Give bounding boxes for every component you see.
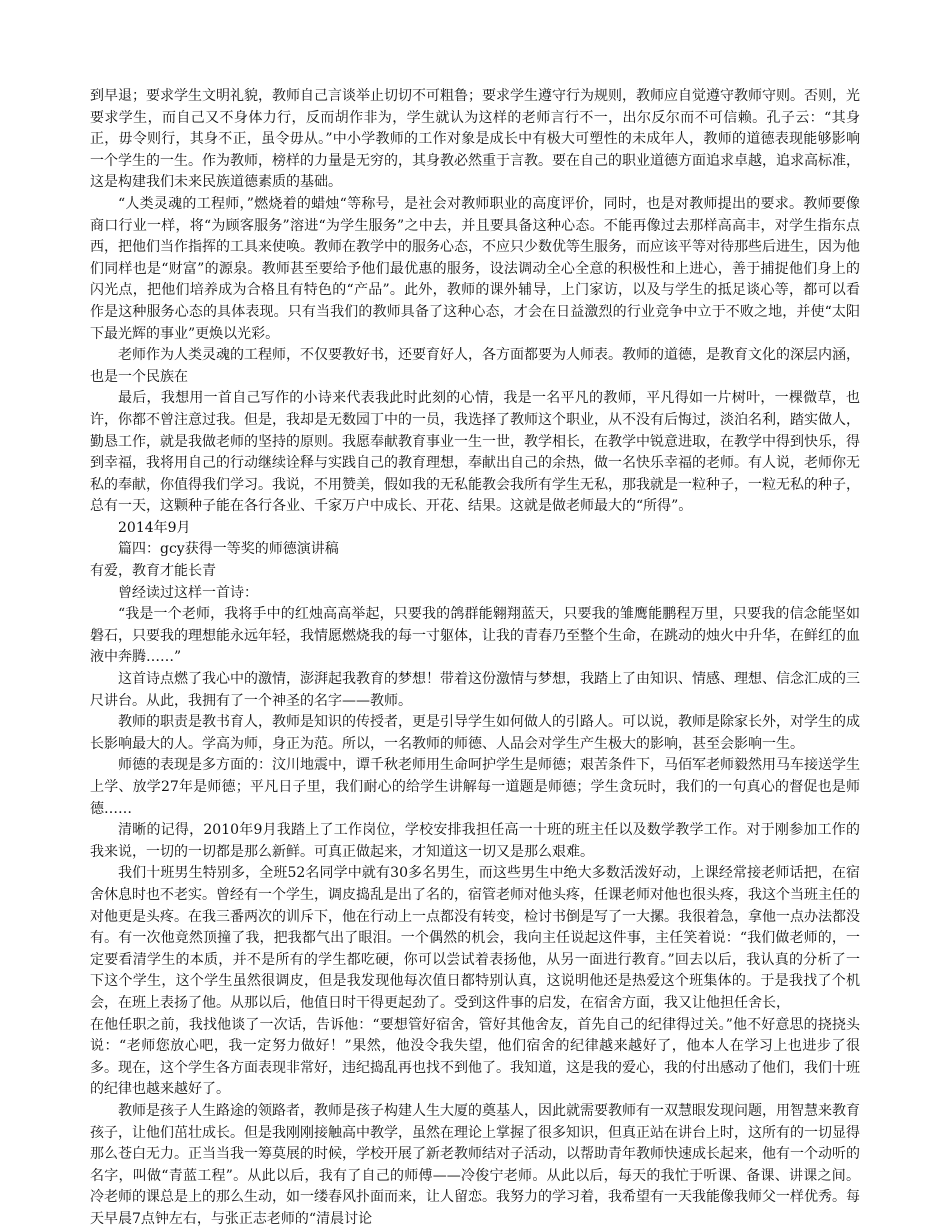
paragraph: “人类灵魂的工程师，”燃烧着的蜡烛“等称号，是社会对教师职业的高度评价，同时，也是对教师提出的要求。教师要像商口行业一样，将“为顾客服务”溶进“为学生服务”之中去，并且要具备这种心态。不能再像过去那样高高丰，对学生指东点西，把他们当作指挥的工具来使唤。教师在教学中的服务心态，不应只少数优等生服务，而应该平等对待那些后进生，因为他们同样也是“财富”的源泉。教师甚至要给予他们最优惠的服务，设法调动全心全意的积极性和上进心，善于捕捉他们身上的闪光点，把他们培养成为合格且有特色的“产品”。此外，教师的课外辅导，上门家访，以及与学生的抵足谈心等，都可以看作是这种服务心态的具体表现。只有当我们的教师具备了这种心态，才会在日益激烈的行业竞争中立于不败之地，并使“太阳下最光辉的事业”更焕以光彩。: [90, 195, 860, 342]
paragraph: 教师是孩子人生路途的领路者，教师是孩子构建人生大厦的奠基人，因此就需要教师有一双慧眼发现问题，用智慧来教育孩子，让他们茁壮成长。但是我刚刚接触高中教学，虽然在理论上掌握了很多知识，但真正站在讲台上时，这所有的一切显得那么苍白无力。正当当我一筹莫展的时候，学校开展了新老教师结对子活动，以帮助青年教师快速成长起来，他有一个动听的名字，叫做“青蓝工程”。从此以后，我有了自己的师傅——冷俊宁老师。从此以后，每天的我忙于听课、备课、讲课之间。冷老师的课总是上的那么生动，如一缕春风扑面而来，让人留恋。我努力的学习着，我希望有一天我能像我师父一样优秀。每天早晨7点钟左右，与张正志老师的“清晨讨论: [90, 1102, 860, 1227]
speech-title: 有爱，教育才能长青: [90, 563, 216, 580]
paragraph: 到早退；要求学生文明礼貌，教师自己言谈举止切切不可粗鲁；要求学生遵守行为规则，教师应自觉遵守教师守则。否则，光要求学生，而自己又不身体力行，反而胡作非为，学生就认为这样的老师言行不一，出尔反尔而不可信赖。孔子云：“其身正，毋令则行，其身不正，虽令毋从。”中小学教师的工作对象是成长中有极大可塑性的未成年人，教师的道德表现能够影响一个学生的一生。作为教师，榜样的力量是无穷的，其身教必然重于言教。要在自己的职业道德方面追求卓越，追求高标准，这是构建我们未来民族道德素质的基础。: [90, 88, 860, 191]
section-heading: 篇四：gcy获得一等奖的师德演讲稿: [118, 541, 339, 558]
paragraph: 教师的职责是教书育人，教师是知识的传授者，更是引导学生如何做人的引路人。可以说，教师是除家长外，对学生的成长影响最大的人。学高为师，身正为范。所以，一名教师的师德、人品会对学生产生极大的影响，甚至会影响一生。: [90, 714, 860, 752]
document-page: [90, 86, 860, 1230]
date-line: 2014年9月: [118, 519, 191, 536]
paragraph: 曾经读过这样一首诗：: [118, 584, 258, 601]
paragraph: 最后，我想用一首自己写作的小诗来代表我此时此刻的心情，我是一名平凡的教师，平凡得如一片树叶，一棵微草，也许，你都不曾注意过我。但是，我却是无数园丁中的一员，我选择了教师这个职业，从不没有后悔过，淡泊名利，踏实做人，勤恳工作，就是我做老师的坚持的原则。我愿奉献教育事业一生一世，教学相长，在教学中锐意进取，在教学中得到快乐，得到幸福，我将用自己的行动继续诠释与实践自己的教育理想，奉献出自己的余热，做一名快乐幸福的老师。有人说，老师你无私的奉献，你值得我们学习。我说，不用赞美，假如我的无私能教会我所有学生无私，那我就是一粒种子，一粒无私的种子，总有一天，这颗种子能在各行各业、千家万户中成长、开花、结果。这就是做老师最大的“所得”。: [90, 390, 860, 515]
poem-quote: “我是一个老师，我将手中的红烛高高举起，只要我的鸽群能翱翔蓝天，只要我的雏鹰能鹏程万里，只要我的信念能坚如磐石，只要我的理想能永远年轻，我情愿燃烧我的每一寸躯体，让我的青春乃至整个生命，在跳动的烛火中升华，在鲜红的血液中奔腾……”: [90, 606, 860, 666]
paragraph: 在他任职之前，我找他谈了一次话，告诉他：“要想管好宿舍，管好其他舍友，首先自己的纪律得过关。”他不好意思的挠挠头说：“老师您放心吧，我一定努力做好！”果然，他没令我失望，他们宿舍的纪律越来越好了，他本人在学习上也进步了很多。现在，这个学生各方面表现非常好，违纪捣乱再也找不到他了。我知道，这是我的爱心，我的付出感动了他们，我们十班的纪律也越来越好了。: [90, 1016, 860, 1098]
paragraph: 师德的表现是多方面的：汶川地震中，谭千秋老师用生命呵护学生是师德；艰苦条件下，马佰军老师毅然用马车接送学生上学、放学27年是师德；平凡日子里，我们耐心的给学生讲解每一道题是师德；学生贪玩时，我们的一句真心的督促也是师德……: [90, 757, 860, 817]
paragraph: 这首诗点燃了我心中的激情，澎湃起我教育的梦想！带着这份激情与梦想，我踏上了由知识、情感、理想、信念汇成的三尺讲台。从此，我拥有了一个神圣的名字——教师。: [90, 671, 860, 709]
paragraph: 清晰的记得，2010年9月我踏上了工作岗位，学校安排我担任高一十班的班主任以及数学教学工作。对于刚参加工作的我来说，一切的一切都是那么新鲜。可真正做起来，才知道这一切又是那么艰难。: [90, 822, 860, 860]
paragraph: 我们十班男生特别多，全班52名同学中就有30多名男生，而这些男生中绝大多数活泼好动，上课经常接老师话把，在宿舍休息时也不老实。曾经有一个学生，调皮捣乱是出了名的，宿管老师对他头疼，任课老师对他也很头疼，我这个当班主任的对他更是头疼。在我三番两次的训斥下，他在行动上一点都没有转变，检讨书倒是写了一大摞。我很着急，拿他一点办法都没有。有一次他竟然顶撞了我，把我都气出了眼泪。一个偶然的机会，我向主任说起这件事，主任笑着说：“我们做老师的，一定要看清学生的本质，并不是所有的学生都吃硬，你可以尝试着表扬他，从另一面进行教育。”回去以后，我认真的分析了一下这个学生，这个学生虽然很调皮，但是我发现他每次值日都特别认真，这说明他还是热爱这个班集体的。于是我找了个机会，在班上表扬了他。从那以后，他值日时干得更起劲了。受到这件事的启发，在宿舍方面，我又让他担任舍长，: [90, 865, 860, 1011]
paragraph: 老师作为人类灵魂的工程师，不仅要教好书，还要育好人，各方面都要为人师表。教师的道德，是教育文化的深层内涵，也是一个民族在: [90, 347, 860, 385]
